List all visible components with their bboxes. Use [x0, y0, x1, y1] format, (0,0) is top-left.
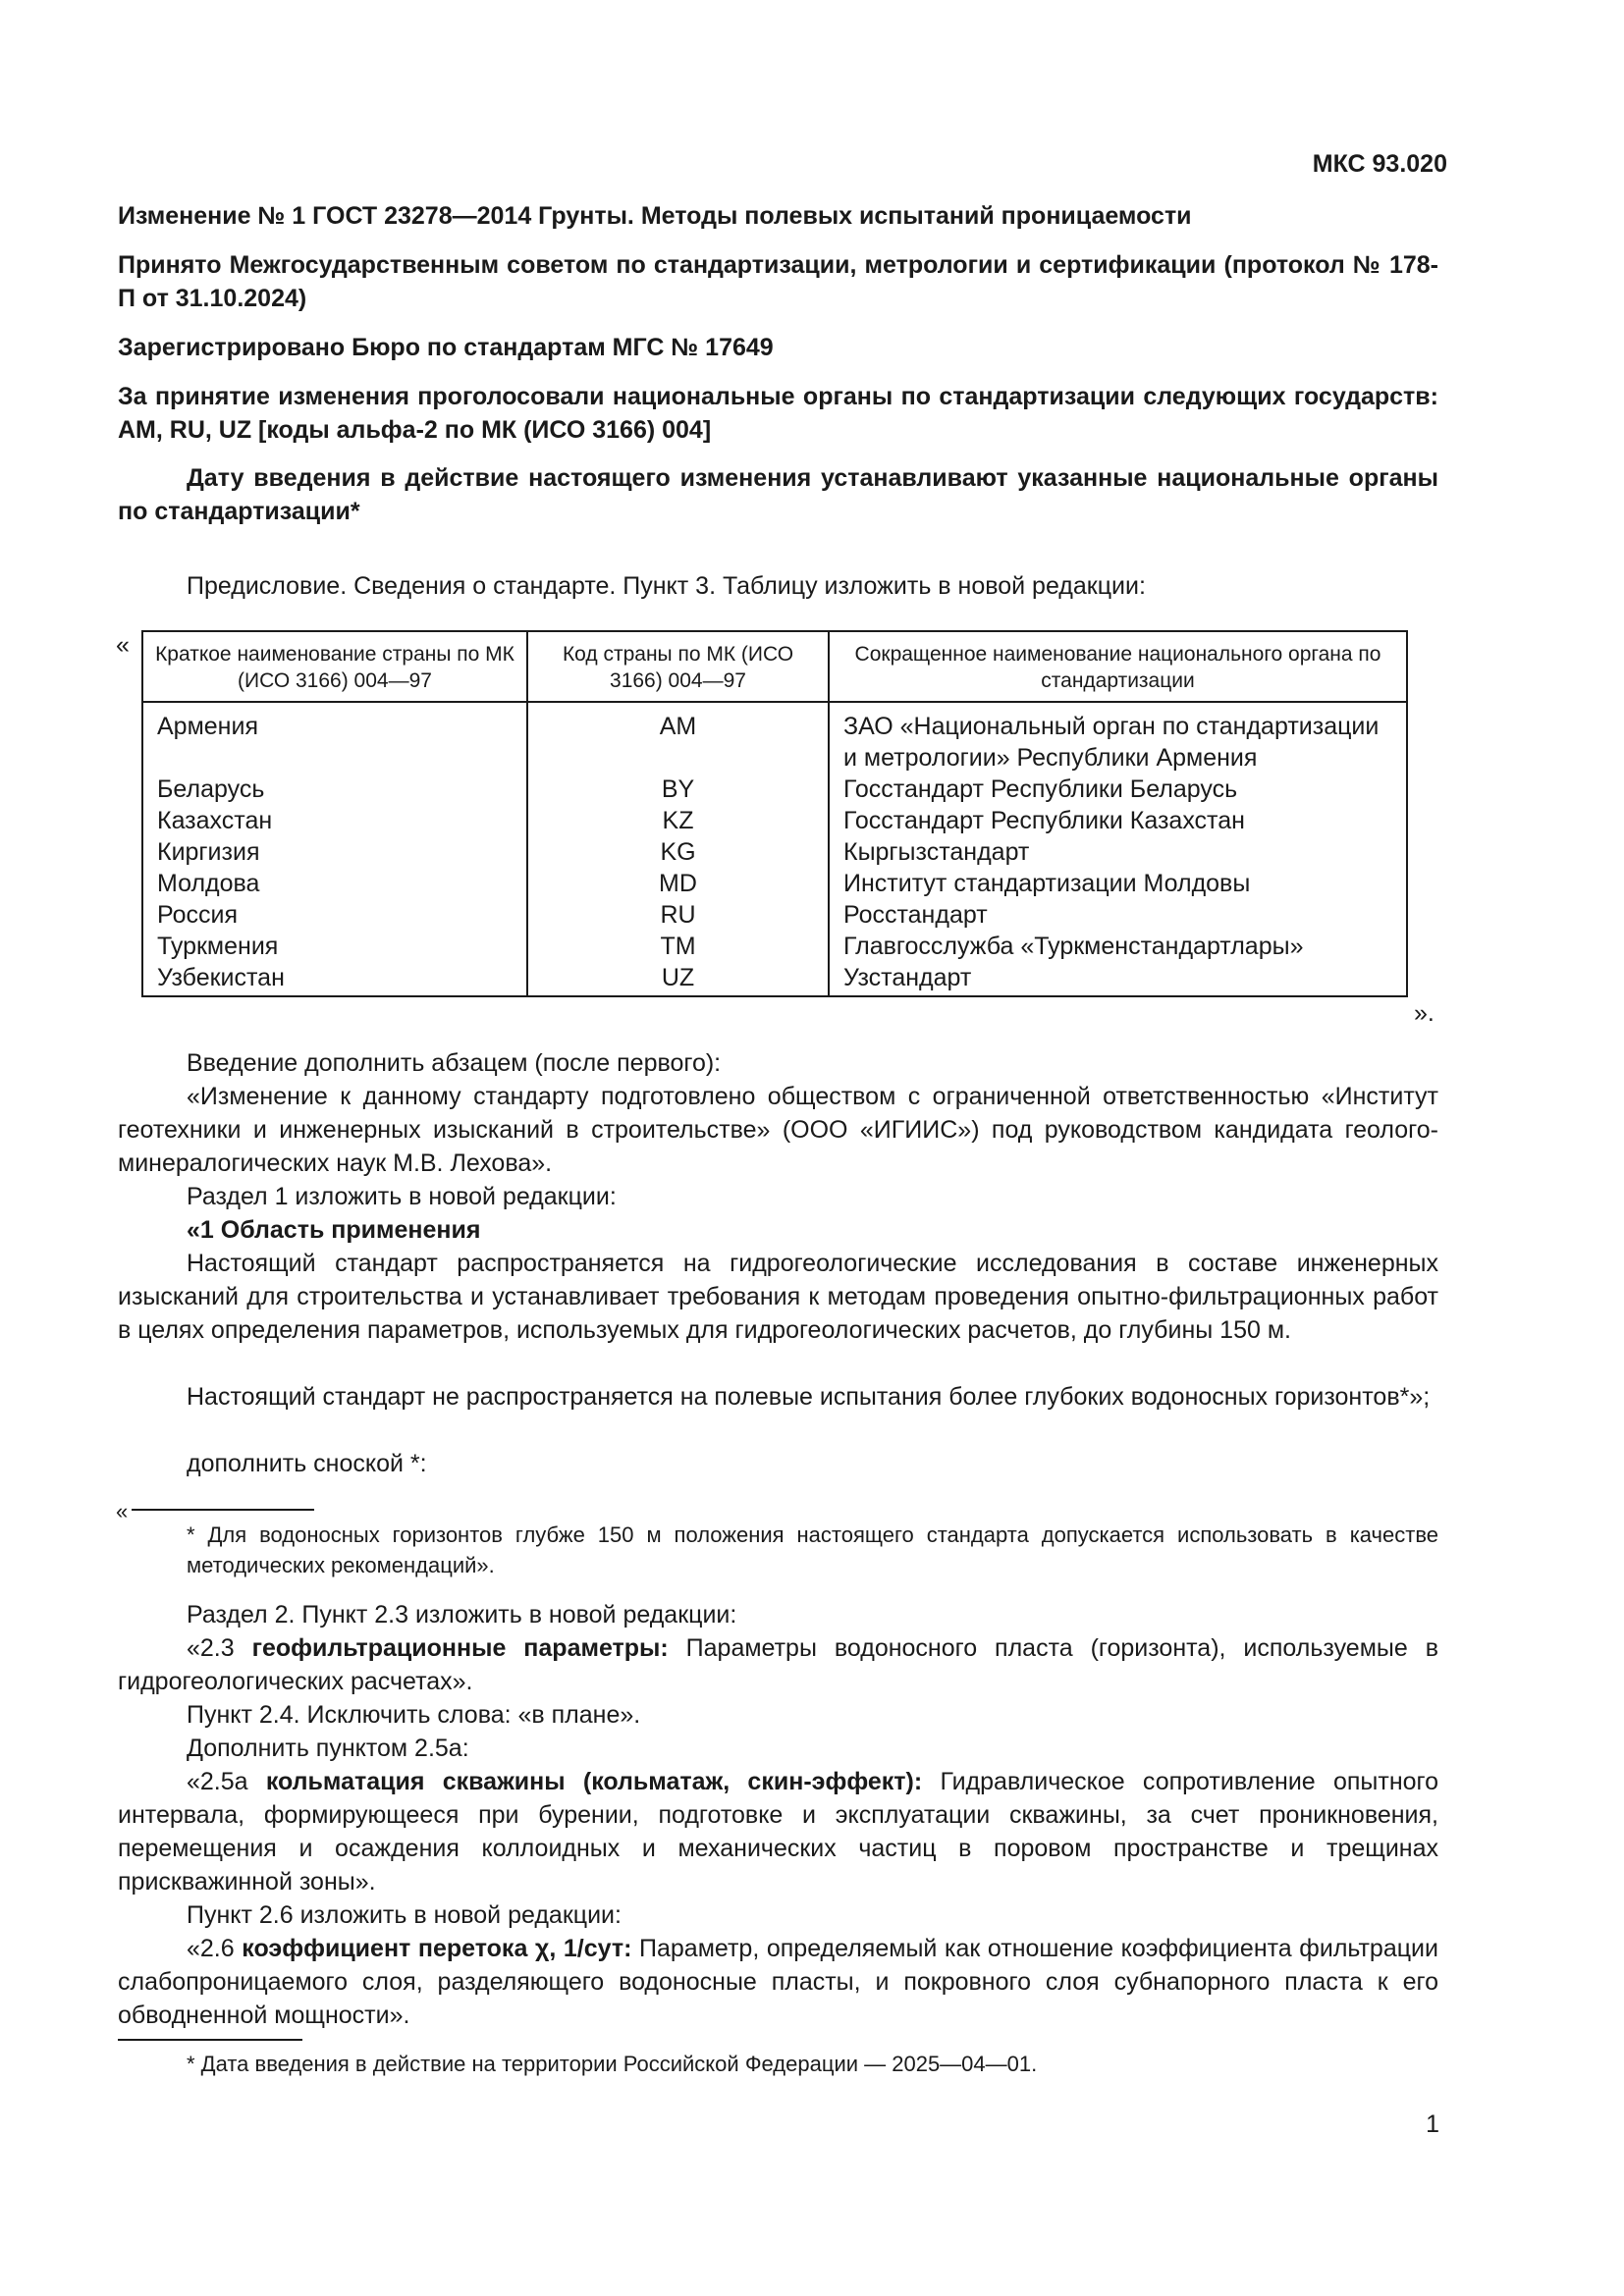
table-row [142, 899, 1407, 931]
section1-paragraph-2: Настоящий стандарт не распространяется на полевые испытания более глубоких водоносных горизонтов*»; [187, 1383, 1431, 1411]
preface-instruction: Предисловие. Сведения о стандарте. Пункт 3. Таблицу изложить в новой редакции: [187, 572, 1146, 600]
clause-2-3-term: геофильтрационные параметры: [251, 1634, 669, 1662]
footnote-depth: * Для водоносных горизонтов глубже 150 м положения настоящего стандарта допускается использовать в качестве методических рекомендаций». [187, 1522, 1438, 1577]
clause-2-6-text: Параметр, определяемый как отношение коэффициента фильтрации слабопроницаемого слоя, разделяющего водоносные пласты, и покровного слоя субнапорного пласта к его обводненной мощности». [118, 1935, 1438, 2029]
cell-body: Узстандарт [829, 962, 1407, 996]
clause-2-6-number: «2.6 [187, 1935, 243, 1962]
cell-body: ЗАО «Национальный орган по стандартизации и метрологии» Республики Армения [829, 702, 1407, 774]
table-open-quote: « [116, 631, 130, 659]
clause-2-6 [118, 1932, 1438, 2032]
intro-add-instruction: Введение дополнить абзацем (после первого): [187, 1049, 722, 1077]
cell-code: RU [527, 899, 829, 931]
standards-bodies-table [141, 630, 1408, 997]
clause-2-5a [118, 1765, 1438, 1898]
section1-paragraph-1: Настоящий стандарт распространяется на гидрогеологические исследования в составе инженерных изысканий для строительства и устанавливает требования к методам проведения опытно-фильтрационных работ в целях определения параметров, используемых для гидрогеологических расчетов, до глубины 150 м. [118, 1250, 1438, 1344]
registered-note: Зарегистрировано Бюро по стандартам МГС № 17649 [118, 334, 774, 361]
clause-2-5a-number: «2.5а [187, 1768, 266, 1795]
cell-code: BY [527, 774, 829, 805]
clause-2-6-term: коэффициент перетока χ, 1/сут: [242, 1935, 632, 1962]
cell-code: MD [527, 868, 829, 899]
accepted-note: Принято Межгосударственным советом по стандартизации, метрологии и сертификации (протокол № 178-П от 31.10.2024) [118, 251, 1438, 312]
cell-country: Казахстан [142, 805, 527, 836]
col-header-country: Краткое наименование страны по МК (ИСО 3166) 004—97 [142, 631, 527, 702]
cell-code: UZ [527, 962, 829, 996]
clause-2-4: Пункт 2.4. Исключить слова: «в плане». [187, 1701, 641, 1729]
cell-country: Армения [142, 702, 527, 774]
footnote-add-instruction: дополнить сноской *: [187, 1450, 427, 1477]
clause-2-5a-term: кольматация скважины (кольматаж, скин-эффект): [265, 1768, 923, 1795]
clause-2-5a-text: Гидравлическое сопротивление опытного интервала, формирующееся при бурении, подготовке и эксплуатации скважины, за счет проникновения, перемещения и осаждения коллоидных и механических частиц в поровом пространстве и трещинах прискважинной зоны». [118, 1768, 1438, 1896]
cell-body: Росстандарт [829, 899, 1407, 931]
cell-body: Главгосслужба «Туркменстандартлары» [829, 931, 1407, 962]
clause-2-6-instruction: Пункт 2.6 изложить в новой редакции: [187, 1901, 622, 1929]
table-header-row [142, 631, 1407, 702]
table-close-quote: ». [1414, 999, 1435, 1027]
clause-2-3-number: «2.3 [187, 1634, 252, 1662]
cell-code: KZ [527, 805, 829, 836]
table-row [142, 702, 1407, 774]
table-row [142, 836, 1407, 868]
clause-2-3-text: Параметры водоносного пласта (горизонта), используемые в гидрогеологических расчетах». [118, 1634, 1438, 1695]
intro-text: «Изменение к данному стандарту подготовлено обществом с ограниченной ответственностью «Институт геотехники и инженерных изысканий в строительстве» (ООО «ИГИИС») под руководством кандидата геолого-минералогических наук М.В. Лехова». [118, 1083, 1438, 1177]
date-intro-note: Дату введения в действие настоящего изменения устанавливают указанные национальные органы по стандартизации* [118, 464, 1438, 525]
footnote-separator [132, 1509, 314, 1511]
section2-instruction: Раздел 2. Пункт 2.3 изложить в новой редакции: [187, 1601, 737, 1629]
clause-2-3 [118, 1631, 1438, 1698]
cell-code: KG [527, 836, 829, 868]
voted-note: За принятие изменения проголосовали национальные органы по стандартизации следующих государств: AM, RU, UZ [коды альфа-2 по МК (ИСО 3166) 004] [118, 383, 1438, 444]
cell-body: Госстандарт Республики Казахстан [829, 805, 1407, 836]
cell-country: Молдова [142, 868, 527, 899]
footnote-open-quote: « [116, 1499, 129, 1523]
mks-code: МКС 93.020 [1312, 150, 1447, 178]
table-row [142, 931, 1407, 962]
section1-instruction: Раздел 1 изложить в новой редакции: [187, 1183, 617, 1210]
cell-body: Госстандарт Республики Беларусь [829, 774, 1407, 805]
change-title: Изменение № 1 ГОСТ 23278—2014 Грунты. Методы полевых испытаний проницаемости [118, 202, 1192, 230]
page-footnote-separator [118, 2039, 302, 2041]
table-row [142, 774, 1407, 805]
cell-code: TM [527, 931, 829, 962]
section1-title: «1 Область применения [187, 1216, 481, 1244]
cell-code: AM [527, 702, 829, 774]
table-row [142, 868, 1407, 899]
cell-body: Институт стандартизации Молдовы [829, 868, 1407, 899]
cell-country: Киргизия [142, 836, 527, 868]
clause-2-5a-instruction: Дополнить пунктом 2.5а: [187, 1735, 469, 1762]
footnote-effective-date: * Дата введения в действие на территории Российской Федерации — 2025—04—01. [187, 2052, 1038, 2076]
cell-country: Узбекистан [142, 962, 527, 996]
col-header-body: Сокращенное наименование национального органа по стандартизации [829, 631, 1407, 702]
cell-country: Туркмения [142, 931, 527, 962]
page-number: 1 [1426, 2110, 1439, 2138]
table-row [142, 962, 1407, 996]
table-row [142, 805, 1407, 836]
cell-body: Кыргызстандарт [829, 836, 1407, 868]
cell-country: Беларусь [142, 774, 527, 805]
cell-country: Россия [142, 899, 527, 931]
col-header-code: Код страны по МК (ИСО 3166) 004—97 [527, 631, 829, 702]
